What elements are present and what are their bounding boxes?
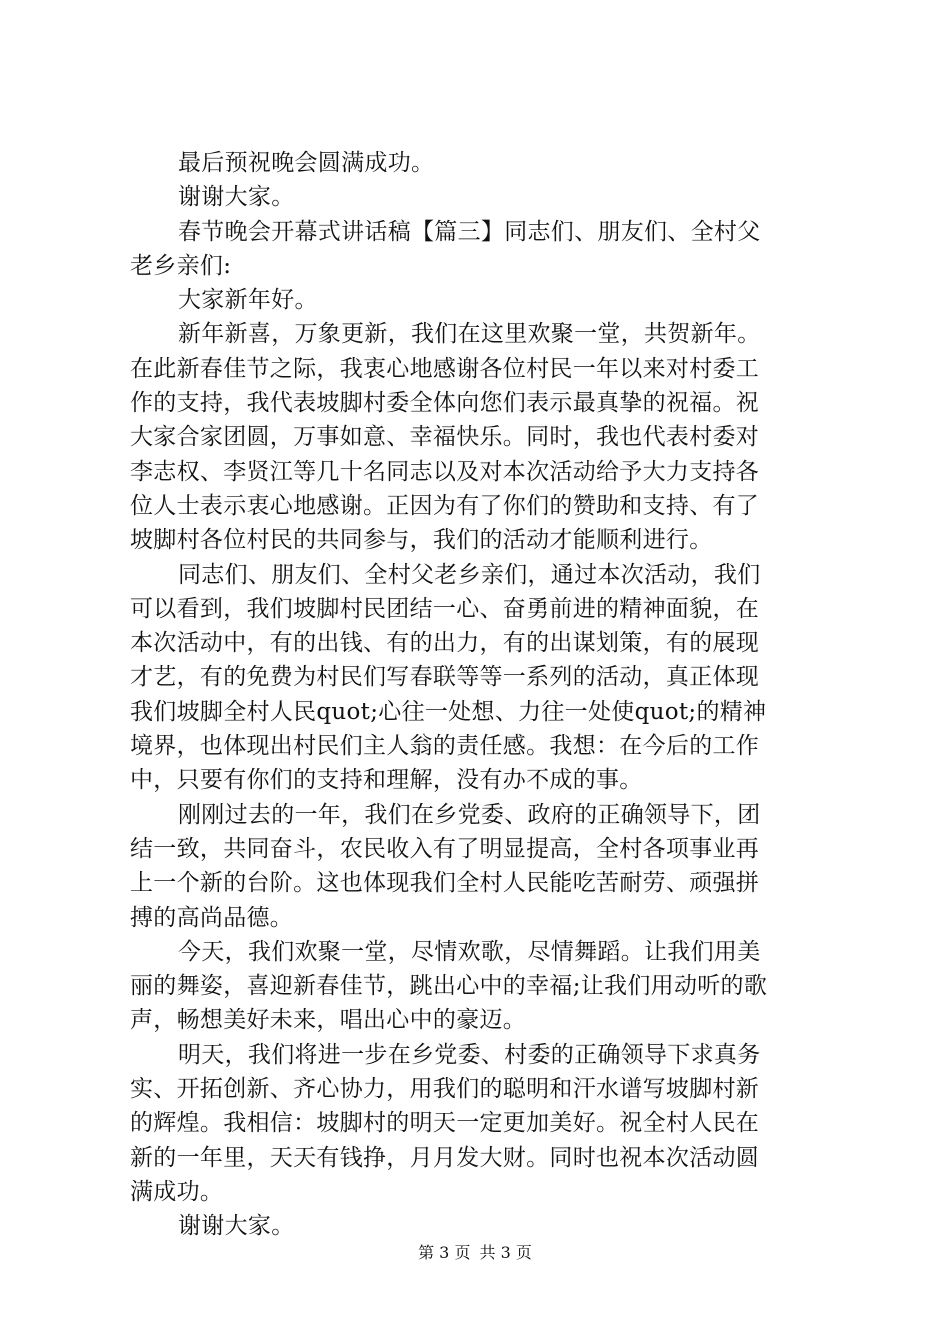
text-line: 的辉煌。我相信：坡脚村的明天一定更加美好。祝全村人民在 [130, 1110, 760, 1137]
text-line: 谢谢大家。 [178, 184, 295, 211]
page-total: 共 3 页 [479, 1243, 532, 1262]
text-line: 明天，我们将进一步在乡党委、村委的正确领导下求真务 [178, 1041, 761, 1068]
text-line: 搏的高尚品德。 [130, 904, 294, 931]
text-line: 满成功。 [130, 1178, 224, 1205]
text-line: 作的支持，我代表坡脚村委全体向您们表示最真挚的祝福。祝 [130, 390, 760, 417]
text-line: 我们坡脚全村人民quot;心往一处想、力往一处使quot;的精神 [130, 698, 767, 725]
text-line: 中，只要有你们的支持和理解，没有办不成的事。 [130, 767, 643, 794]
text-line: 大家新年好。 [178, 287, 318, 314]
text-line: 声，畅想美好未来，唱出心中的豪迈。 [130, 1007, 527, 1034]
document-body [130, 146, 830, 1244]
text-line: 最后预祝晚会圆满成功。 [178, 150, 435, 176]
text-line: 结一致，共同奋斗，农民收入有了明显提高，全村各项事业再 [130, 835, 760, 862]
text-line: 春节晚会开幕式讲话稿【篇三】同志们、朋友们、全村父 [178, 218, 761, 245]
text-line: 本次活动中，有的出钱、有的出力，有的出谋划策，有的展现 [130, 630, 760, 657]
text-line: 李志权、李贤江等几十名同志以及对本次活动给予大力支持各 [130, 458, 760, 485]
page-number: 第 3 页 [418, 1243, 471, 1262]
text-line: 新的一年里，天天有钱挣，月月发大财。同时也祝本次活动圆 [130, 1144, 760, 1171]
text-line: 同志们、朋友们、全村父老乡亲们，通过本次活动，我们 [178, 561, 761, 588]
text-line: 境界，也体现出村民们主人翁的责任感。我想：在今后的工作 [130, 733, 760, 760]
text-line: 实、开拓创新、齐心协力，用我们的聪明和汗水谱写坡脚村新 [130, 1076, 760, 1103]
text-line: 在此新春佳节之际，我衷心地感谢各位村民一年以来对村委工 [130, 355, 760, 382]
text-line: 位人士表示衷心地感谢。正因为有了你们的赞助和支持、有了 [130, 492, 760, 519]
text-line: 上一个新的台阶。这也体现我们全村人民能吃苦耐劳、顽强拼 [130, 870, 760, 897]
text-line: 丽的舞姿，喜迎新春佳节，跳出心中的幸福;让我们用动听的歌 [130, 973, 768, 1000]
text-line: 新年新喜，万象更新，我们在这里欢聚一堂，共贺新年。 [178, 321, 761, 348]
text-line: 才艺，有的免费为村民们写春联等等一系列的活动，真正体现 [130, 664, 760, 691]
text-line: 可以看到，我们坡脚村民团结一心、奋勇前进的精神面貌，在 [130, 595, 760, 622]
text-line: 今天，我们欢聚一堂，尽情欢歌，尽情舞蹈。让我们用美 [178, 938, 761, 965]
text-line: 谢谢大家。 [178, 1213, 295, 1240]
text-line: 刚刚过去的一年，我们在乡党委、政府的正确领导下，团 [178, 801, 761, 828]
text-line: 大家合家团圆，万事如意、幸福快乐。同时，我也代表村委对 [130, 424, 760, 451]
page-footer [0, 1243, 950, 1263]
text-line: 坡脚村各位村民的共同参与，我们的活动才能顺利进行。 [130, 527, 713, 554]
text-line: 老乡亲们: [130, 252, 232, 279]
